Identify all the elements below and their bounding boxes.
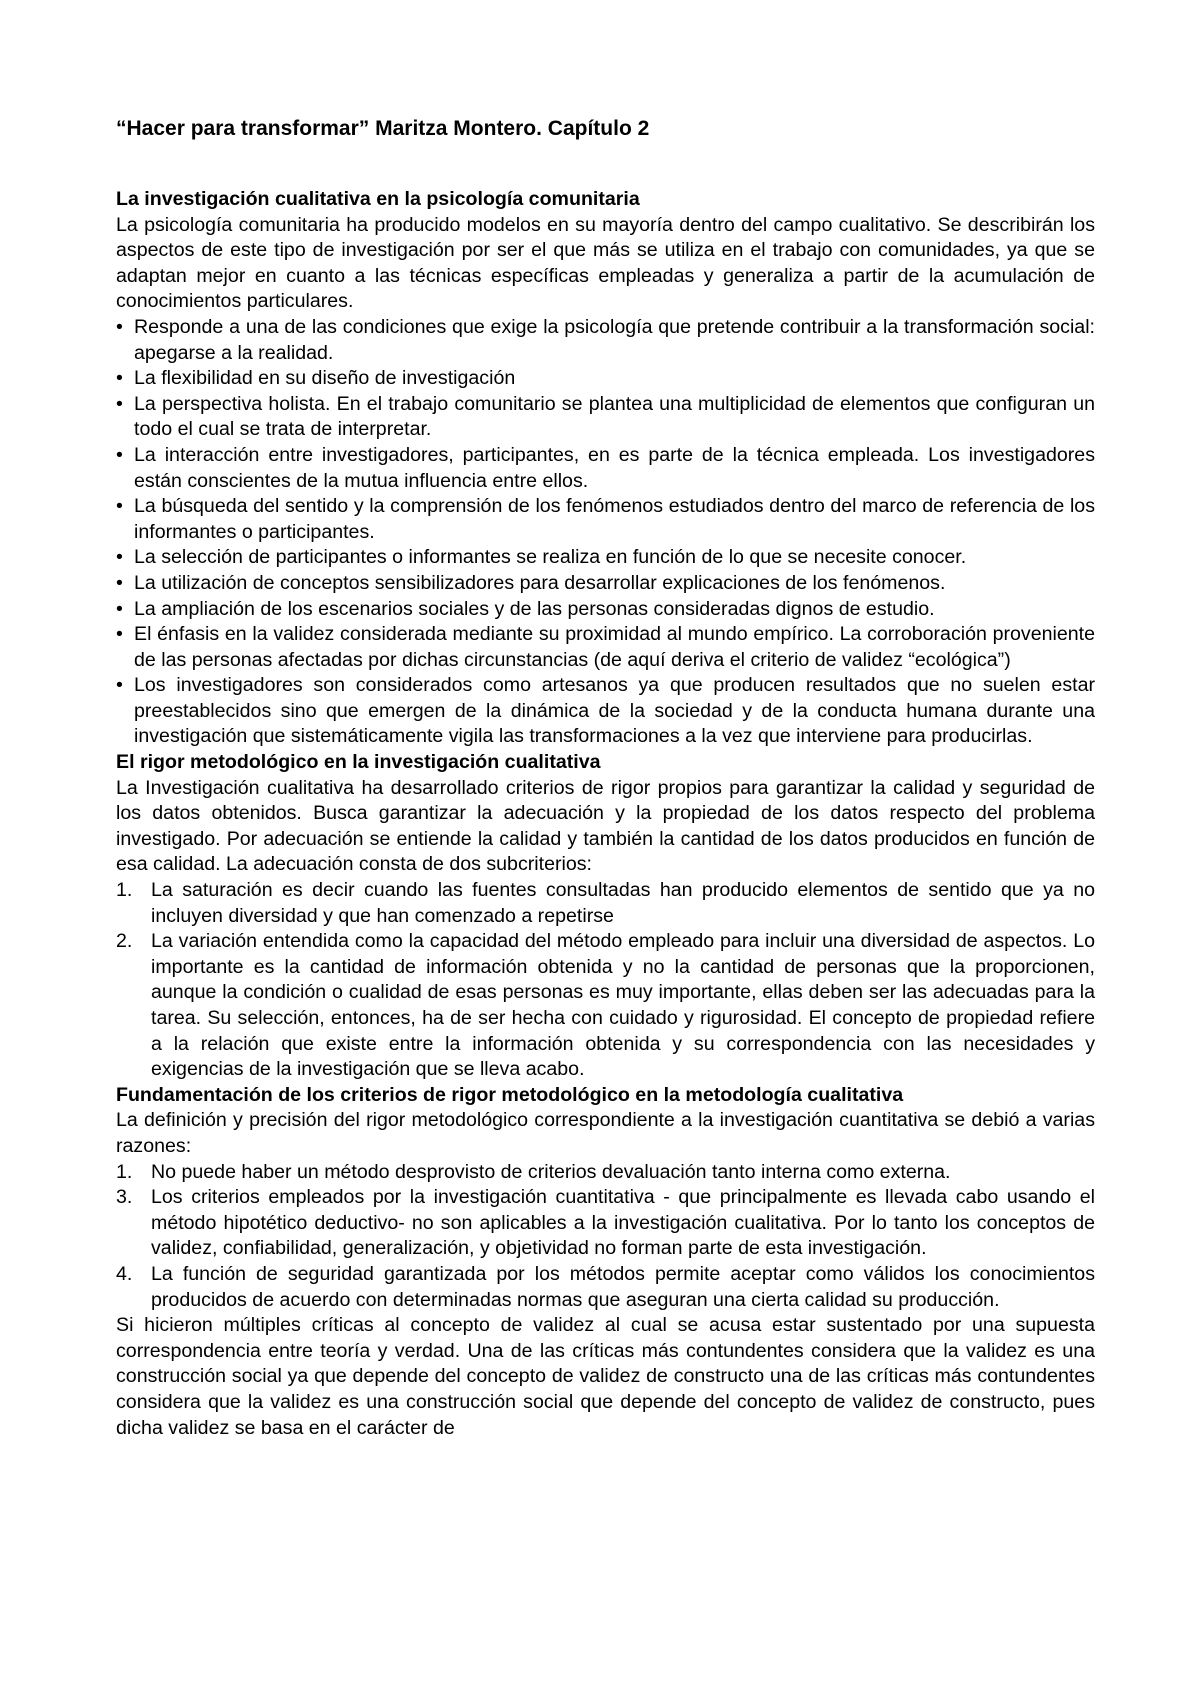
- section3-closing: Si hicieron múltiples críticas al concepto de validez al cual se acusa estar sustentado por una supuesta correspondencia entre teoría y verdad. Una de las críticas más contundentes considera que la validez es una construcción social ya que depende del concepto de validez de constructo una de las críticas más contundentes considera que la validez es una construcción social que depende del concepto de validez de constructo, pues dicha validez se basa en el carácter de: [116, 1314, 1095, 1439]
- section1-intro: La psicología comunitaria ha producido modelos en su mayoría dentro del campo cualitativo. Se describirán los aspectos de este tipo de investigación por ser el que más se utiliza en el trabajo con comunidades, ya que se adaptan mejor en cuanto a las técnicas específicas empleadas y generaliza a partir de la acumulación de conocimientos particulares.: [116, 213, 1095, 313]
- bullet-icon: •: [116, 597, 123, 620]
- list-item: • La interacción entre investigadores, participantes, en es parte de la técnica empleada. Los investigadores están conscientes de la mutua influencia entre ellos.: [116, 443, 1095, 492]
- bullet-icon: •: [116, 495, 123, 518]
- document-title: “Hacer para transformar” Maritza Montero. Capítulo 2: [116, 117, 650, 140]
- list-item: 1. La saturación es decir cuando las fuentes consultadas han producido elementos de sentido que ya no incluyen diversidad y que han comenzado a repetirse: [116, 879, 1095, 927]
- list-item: • La flexibilidad en su diseño de investigación: [116, 366, 1095, 392]
- section1-heading: La investigación cualitativa en la psicología comunitaria: [116, 188, 640, 210]
- bullet-icon: •: [116, 315, 123, 338]
- section3-intro: La definición y precisión del rigor metodológico correspondiente a la investigación cuantitativa se debió a varias razones:: [116, 1109, 1095, 1157]
- list-item: • La perspectiva holista. En el trabajo comunitario se plantea una multiplicidad de elementos que configuran un todo el cual se trata de interpretar.: [116, 392, 1095, 441]
- list-number: 1.: [116, 879, 133, 902]
- section2-numbered-list: [116, 878, 1095, 1083]
- list-number: 2.: [116, 930, 133, 953]
- list-item: 3. Los criterios empleados por la investigación cuantitativa - que principalmente es llevada cabo usando el método hipotético deductivo- no son aplicables a la investigación cualitativa. Por lo tanto los conceptos de validez, confiabilidad, generalización, y objetividad no forman parte de esta investigación.: [116, 1186, 1095, 1260]
- section2-heading: El rigor metodológico en la investigación cualitativa: [116, 751, 601, 774]
- list-item: 1. No puede haber un método desprovisto de criterios devaluación tanto interna como externa.: [116, 1160, 1095, 1186]
- list-item: • La selección de participantes o informantes se realiza en función de lo que se necesite conocer.: [116, 545, 1095, 571]
- bullet-icon: •: [116, 623, 123, 646]
- bullet-icon: •: [116, 674, 123, 697]
- bullet-icon: •: [116, 571, 123, 594]
- document-body: [116, 187, 1095, 1441]
- list-item: • La ampliación de los escenarios sociales y de las personas consideradas dignos de estudio.: [116, 597, 1095, 623]
- section2-intro: La Investigación cualitativa ha desarrollado criterios de rigor propios para garantizar la calidad y seguridad de los datos obtenidos. Busca garantizar la adecuación y la propiedad de los datos respecto del problema investigado. Por adecuación se entiende la calidad y también la cantidad de los datos producidos en función de esa calidad. La adecuación consta de dos subcriterios:: [116, 776, 1095, 876]
- list-item: 2. La variación entendida como la capacidad del método empleado para incluir una diversidad de aspectos. Lo importante es la cantidad de información obtenida y no la cantidad de personas que la proporcionen, aunque la condición o cualidad de esas personas es muy importante, ellas deben ser las adecuadas para la tarea. Su selección, entonces, ha de ser hecha con cuidado y rigurosidad. El concepto de propiedad refiere a la relación que existe entre la información obtenida y su correspondencia con las necesidades y exigencias de la investigación que se lleva acabo.: [116, 930, 1095, 1081]
- list-number: 4.: [116, 1262, 133, 1285]
- list-item: • Los investigadores son considerados como artesanos ya que producen resultados que no suelen estar preestablecidos sino que emergen de la dinámica de la sociedad y de la conducta humana durante una investigación que sistemáticamente vigila las transformaciones a la vez que interviene para producirlas.: [116, 674, 1095, 748]
- list-number: 1.: [116, 1160, 133, 1183]
- bullet-icon: •: [116, 392, 123, 415]
- bullet-icon: •: [116, 443, 123, 466]
- list-item: • La utilización de conceptos sensibilizadores para desarrollar explicaciones de los fenómenos.: [116, 571, 1095, 597]
- list-item: • Responde a una de las condiciones que exige la psicología que pretende contribuir a la transformación social: apegarse a la realidad.: [116, 315, 1095, 364]
- list-item: 4. La función de seguridad garantizada por los métodos permite aceptar como válidos los conocimientos producidos de acuerdo con determinadas normas que aseguran una cierta calidad su producción.: [116, 1262, 1095, 1311]
- section3-heading: Fundamentación de los criterios de rigor metodológico en la metodología cualitativa: [116, 1083, 904, 1106]
- section1-bullet-list: [116, 315, 1095, 750]
- bullet-icon: •: [116, 367, 123, 390]
- list-item: • El énfasis en la validez considerada mediante su proximidad al mundo empírico. La corroboración proveniente de las personas afectadas por dichas circunstancias (de aquí deriva el criterio de validez “ecológica”): [116, 623, 1095, 671]
- list-item: • La búsqueda del sentido y la comprensión de los fenómenos estudiados dentro del marco de referencia de los informantes o participantes.: [116, 495, 1095, 543]
- section3-numbered-list: [116, 1160, 1095, 1314]
- list-number: 3.: [116, 1186, 133, 1209]
- bullet-icon: •: [116, 546, 123, 569]
